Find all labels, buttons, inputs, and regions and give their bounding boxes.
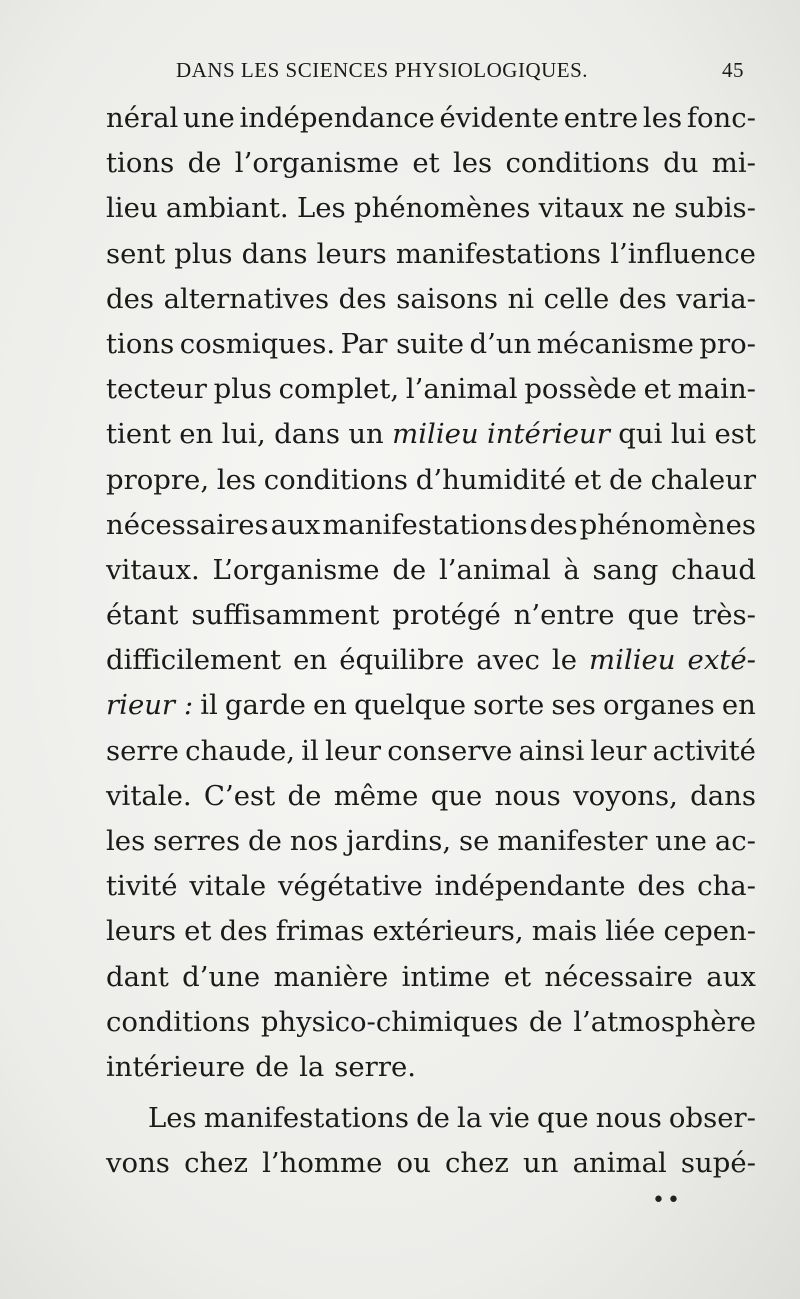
word: de — [416, 1102, 450, 1135]
word: vitaux — [538, 192, 624, 225]
word: avec — [476, 644, 540, 677]
word: dant — [106, 960, 169, 993]
word: des — [106, 282, 154, 315]
word: les — [452, 147, 493, 180]
word: dans — [274, 418, 340, 451]
word: de — [287, 779, 322, 812]
word: conditions — [263, 463, 409, 496]
word: liée — [605, 915, 656, 948]
word: très- — [692, 599, 756, 632]
word: chaude, — [185, 734, 296, 767]
word: nécessaires — [106, 508, 269, 541]
word: activité — [652, 734, 756, 767]
text-line — [106, 819, 756, 864]
word: entre — [563, 102, 639, 134]
word: ambiant. — [165, 192, 289, 225]
text-line — [106, 412, 756, 457]
word: quelque — [354, 689, 467, 722]
italic-word: rieur : — [106, 689, 194, 722]
italic-word: milieu — [392, 418, 479, 451]
text-line — [106, 322, 756, 367]
text-line — [106, 1141, 756, 1186]
text-line — [106, 96, 756, 141]
text-line — [106, 277, 756, 322]
word: vie — [489, 1102, 530, 1135]
word: ou — [396, 1147, 431, 1180]
word: protégé — [392, 599, 501, 632]
word: en — [721, 689, 756, 722]
word: dans — [690, 779, 756, 812]
word: en — [313, 689, 347, 722]
word: nos — [289, 825, 339, 857]
word: tecteur — [106, 373, 207, 406]
word: de — [528, 1005, 563, 1038]
word: fonc- — [686, 102, 756, 134]
word: une — [655, 825, 707, 857]
word: des — [637, 870, 686, 903]
word: manifestations — [322, 508, 528, 541]
text-line — [106, 1045, 756, 1090]
word: sang — [592, 553, 659, 586]
word: à — [563, 553, 580, 586]
word: pro- — [699, 327, 756, 360]
word: tions — [106, 327, 175, 360]
word: et — [643, 373, 671, 406]
word: et — [573, 463, 602, 496]
word: l’influence — [610, 237, 756, 270]
word: l’animal — [438, 553, 551, 586]
word: dans — [241, 237, 308, 270]
word: possède — [524, 373, 637, 406]
italic-word: milieu — [589, 644, 676, 677]
word: plus — [174, 237, 233, 270]
word: difficilement — [106, 644, 282, 677]
word: et — [503, 960, 532, 993]
word: ni — [507, 282, 535, 315]
word: des — [529, 508, 578, 541]
text-line — [106, 367, 756, 412]
word: les — [216, 463, 256, 496]
running-head — [176, 58, 744, 84]
word: se — [459, 825, 490, 857]
word: serres — [153, 825, 241, 857]
word: une — [183, 102, 235, 134]
italic-word: exté- — [687, 644, 756, 677]
running-head-title: DANS LES SCIENCES PHYSIOLOGIQUES. — [176, 58, 589, 82]
text-line — [106, 458, 756, 503]
word: l’atmosphère — [573, 1005, 756, 1038]
word: manifestations — [203, 1102, 409, 1135]
word: lui — [670, 418, 707, 451]
text-line — [106, 955, 756, 1000]
word: d’une — [182, 960, 261, 993]
word: les — [106, 825, 146, 857]
word: sent — [106, 237, 166, 270]
word: conditions — [106, 1005, 251, 1038]
word: végétative — [277, 870, 423, 903]
word: d’humidité — [415, 463, 567, 496]
word: subis- — [674, 192, 756, 225]
text-line — [106, 141, 756, 186]
word: physico-chimiques — [260, 1005, 519, 1038]
word: l’animal — [405, 373, 518, 406]
word: manière — [273, 960, 389, 993]
word: et — [184, 915, 212, 948]
word: de — [608, 463, 643, 496]
word: même — [333, 779, 419, 812]
word: Par suite — [340, 327, 465, 360]
word: phénomènes — [354, 192, 531, 225]
word: la — [457, 1102, 483, 1135]
word: du — [663, 147, 699, 180]
word: il — [301, 734, 319, 767]
word: supé- — [680, 1147, 756, 1180]
word: chez — [184, 1147, 248, 1180]
word: nous — [494, 779, 561, 812]
word: nécessaire — [544, 960, 693, 993]
word: est — [714, 418, 756, 451]
word: extérieurs, — [372, 915, 524, 948]
word: phénomènes — [579, 508, 756, 541]
signature-mark: •• — [652, 1188, 682, 1213]
word: qui — [618, 418, 663, 451]
word: leurs — [106, 915, 177, 948]
word: que — [537, 1102, 589, 1135]
word: frimas — [275, 915, 365, 948]
text-line — [106, 774, 756, 819]
word: main- — [677, 373, 756, 406]
word: vons — [106, 1147, 170, 1180]
word: C’est — [203, 779, 276, 812]
word: étant — [106, 599, 179, 632]
word: l’organisme — [234, 147, 399, 180]
word: tient — [106, 418, 171, 451]
text-line — [106, 593, 756, 638]
word: propre, — [106, 463, 210, 496]
word: cepen- — [663, 915, 756, 948]
word: mécanisme — [536, 327, 694, 360]
word: de — [255, 1050, 290, 1083]
word: en — [179, 418, 214, 451]
word: nous — [595, 1102, 662, 1135]
word: vitale — [189, 870, 267, 903]
word: vitale. — [106, 779, 192, 812]
word: intérieure — [106, 1050, 246, 1083]
word: varia- — [676, 282, 756, 315]
word: lui, — [221, 418, 266, 451]
word: Les — [297, 192, 346, 225]
word: garde — [224, 689, 306, 722]
word: que — [430, 779, 483, 812]
word: alternatives — [163, 282, 330, 315]
word: chaleur — [650, 463, 756, 496]
word: en — [293, 644, 328, 677]
word: équilibre — [339, 644, 465, 677]
word: aux — [706, 960, 756, 993]
word: serre. — [334, 1050, 416, 1083]
word: celle — [543, 282, 610, 315]
italic-word: intérieur — [487, 418, 610, 451]
word: jardins, — [346, 825, 452, 857]
page-number: 45 — [722, 58, 744, 82]
word: tions — [106, 147, 175, 180]
word: lieu — [106, 192, 158, 225]
word: d’un — [469, 327, 532, 360]
text-line — [106, 864, 756, 909]
word: animal — [572, 1147, 667, 1180]
word: organes — [603, 689, 715, 722]
word: des — [219, 915, 268, 948]
word: cha- — [697, 870, 756, 903]
word: des — [338, 282, 387, 315]
word: chez — [444, 1147, 509, 1180]
word: manifestations — [395, 237, 602, 270]
word: de — [187, 147, 222, 180]
word: conditions — [505, 147, 650, 180]
word: mi- — [711, 147, 756, 180]
word: ainsi — [518, 734, 585, 767]
word: plus — [213, 373, 272, 406]
word: indépendance — [239, 102, 435, 134]
text-line — [106, 232, 756, 277]
word: un — [523, 1147, 559, 1180]
word: conserve — [387, 734, 513, 767]
word: néral — [106, 102, 179, 134]
word: ac- — [714, 825, 756, 857]
word: il — [200, 689, 218, 722]
word: ne — [631, 192, 666, 225]
word: de — [392, 553, 427, 586]
text-line — [106, 909, 756, 954]
word: que — [627, 599, 680, 632]
word: leurs — [316, 237, 387, 270]
word: cosmiques. — [179, 327, 336, 360]
word: un — [348, 418, 384, 451]
text-line — [106, 548, 756, 593]
text-line — [106, 1000, 756, 1045]
word: indépendante — [434, 870, 626, 903]
word: complet, — [278, 373, 400, 406]
text-line — [106, 186, 756, 231]
word: et — [412, 147, 440, 180]
word: leur — [590, 734, 647, 767]
word: ses — [551, 689, 596, 722]
word: leur — [325, 734, 381, 767]
word: n’entre — [513, 599, 615, 632]
word: L’organisme — [212, 553, 380, 586]
text-line — [106, 1096, 756, 1141]
word: intime — [401, 960, 491, 993]
word: voyons, — [573, 779, 678, 812]
word: saisons — [396, 282, 499, 315]
word: tivité — [106, 870, 178, 903]
word: Les — [148, 1102, 197, 1135]
word: serre — [106, 734, 179, 767]
word: le — [551, 644, 577, 677]
word: évidente — [439, 102, 560, 134]
word: obser- — [668, 1102, 756, 1135]
word: mais — [531, 915, 598, 948]
word: les — [642, 102, 683, 134]
word: suffisamment — [191, 599, 380, 632]
word: aux — [270, 508, 321, 541]
word: des — [618, 282, 667, 315]
text-line — [106, 729, 756, 774]
word: l’homme — [262, 1147, 383, 1180]
word: de — [248, 825, 282, 857]
word: la — [299, 1050, 325, 1083]
text-line — [106, 683, 756, 728]
text-line — [106, 638, 756, 683]
word: vitaux. — [106, 553, 200, 586]
body-text — [106, 96, 756, 1187]
word: chaud — [671, 553, 756, 586]
word: sorte — [473, 689, 545, 722]
text-line — [106, 503, 756, 548]
word: manifester — [497, 825, 648, 857]
